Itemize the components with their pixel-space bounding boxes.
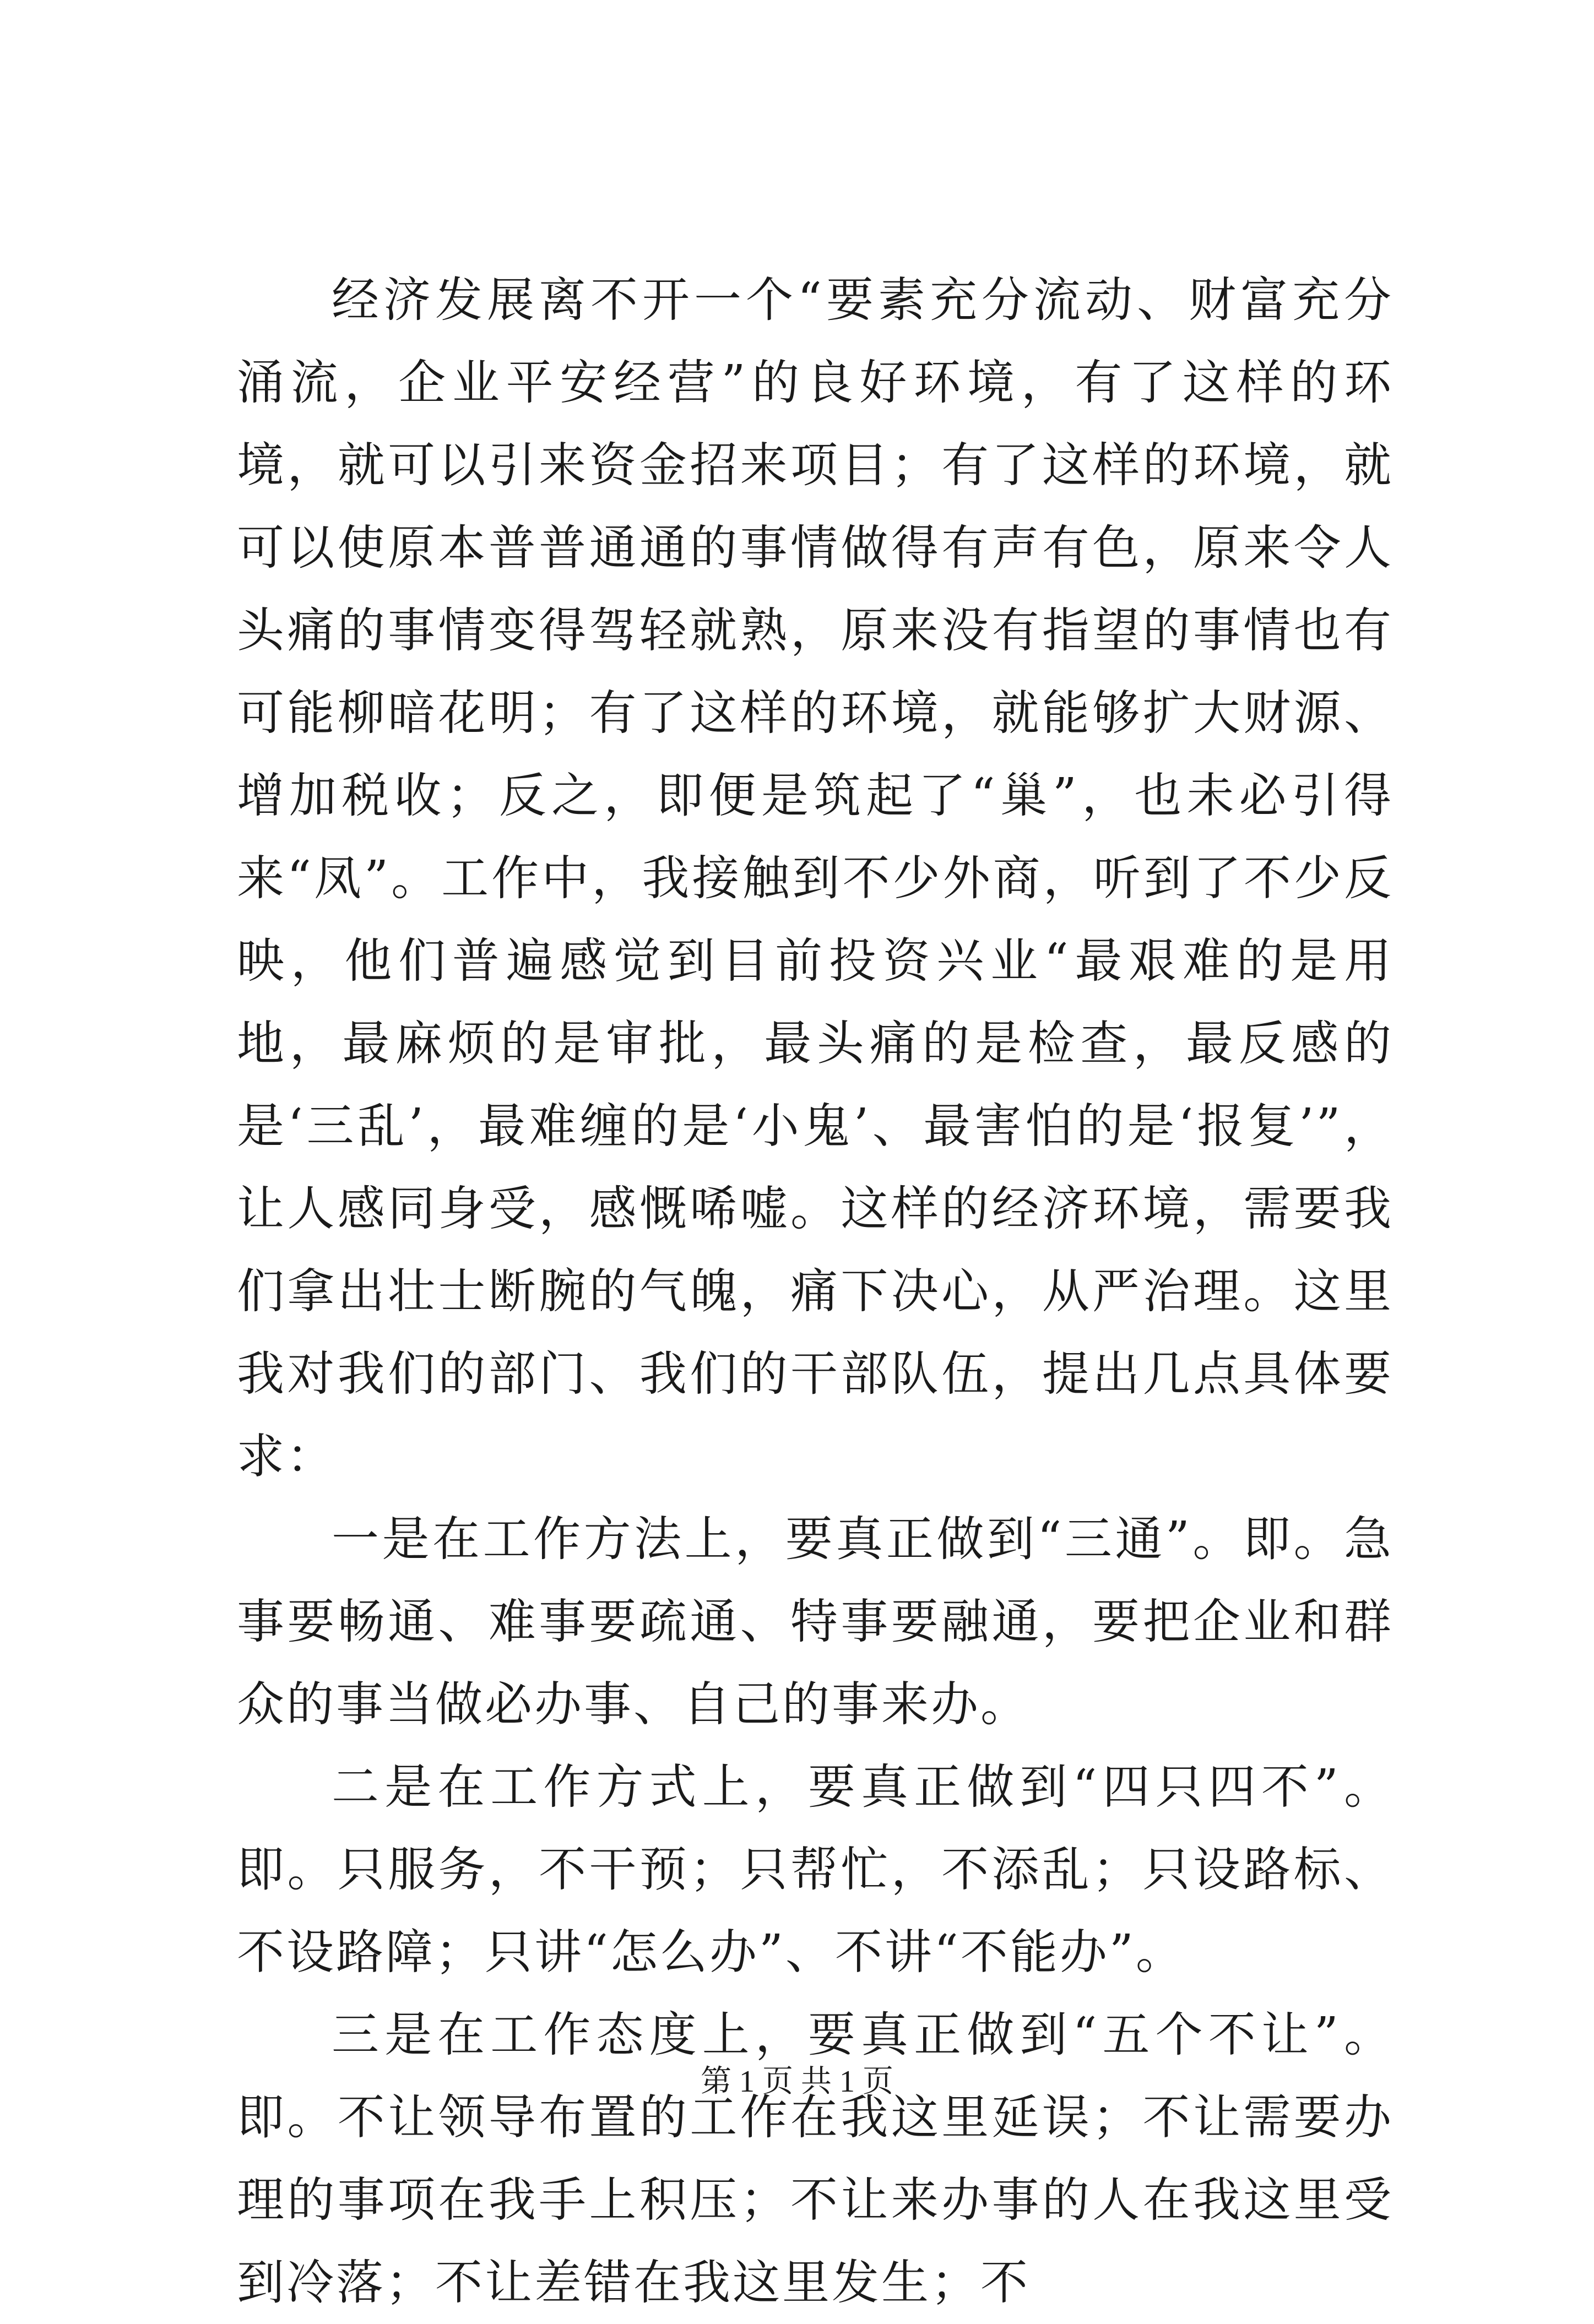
paragraph-requirement-2: 二是在工作方式上，要真正做到“四只四不”。即。只服务，不干预；只帮忙，不添乱；只设路标、不设路障；只讲“怎么办”、不讲“不能办”。 [237,1760,1394,1980]
paragraph-intro: 经济发展离不开一个“要素充分流动、财富充分涌流，企业平安经营”的良好环境，有了这样的环境，就可以引来资金招来项目；有了这样的环境，就可以使原本普普通通的事情做得有声有色，原来令人头痛的事情变得驾轻就熟，原来没有指望的事情也有可能柳暗花明；有了这样的环境，就能够扩大财源、增加税收；反之，即便是筑起了“巢”，也未必引得来“凤”。工作中，我接触到不少外商，听到了不少反映，他们普遍感觉到目前投资兴业“最艰难的是用地，最麻烦的是审批，最头痛的是检查，最反感的是‘三乱’，最难缠的是‘小鬼’、最害怕的是‘报复’”，让人感同身受，感慨唏嘘。这样的经济环境，需要我们拿出壮士断腕的气魄，痛下决心，从严治理。这里我对我们的部门、我们的干部队伍，提出几点具体要求： [237,273,1394,1484]
paragraph-requirement-1: 一是在工作方法上，要真正做到“三通”。即。急事要畅通、难事要疏通、特事要融通，要把企业和群众的事当做必办事、自己的事来办。 [237,1512,1394,1732]
paragraph-requirement-3: 三是在工作态度上，要真正做到“五个不让”。即。不让领导布置的工作在我这里延误；不让需要办理的事项在我手上积压；不让来办事的人在我这里受到冷落；不让差错在我这里发生；不 [237,2007,1394,2310]
page-number-footer: 第 1 页 共 1 页 [701,2065,893,2099]
document-body [237,259,1394,2324]
